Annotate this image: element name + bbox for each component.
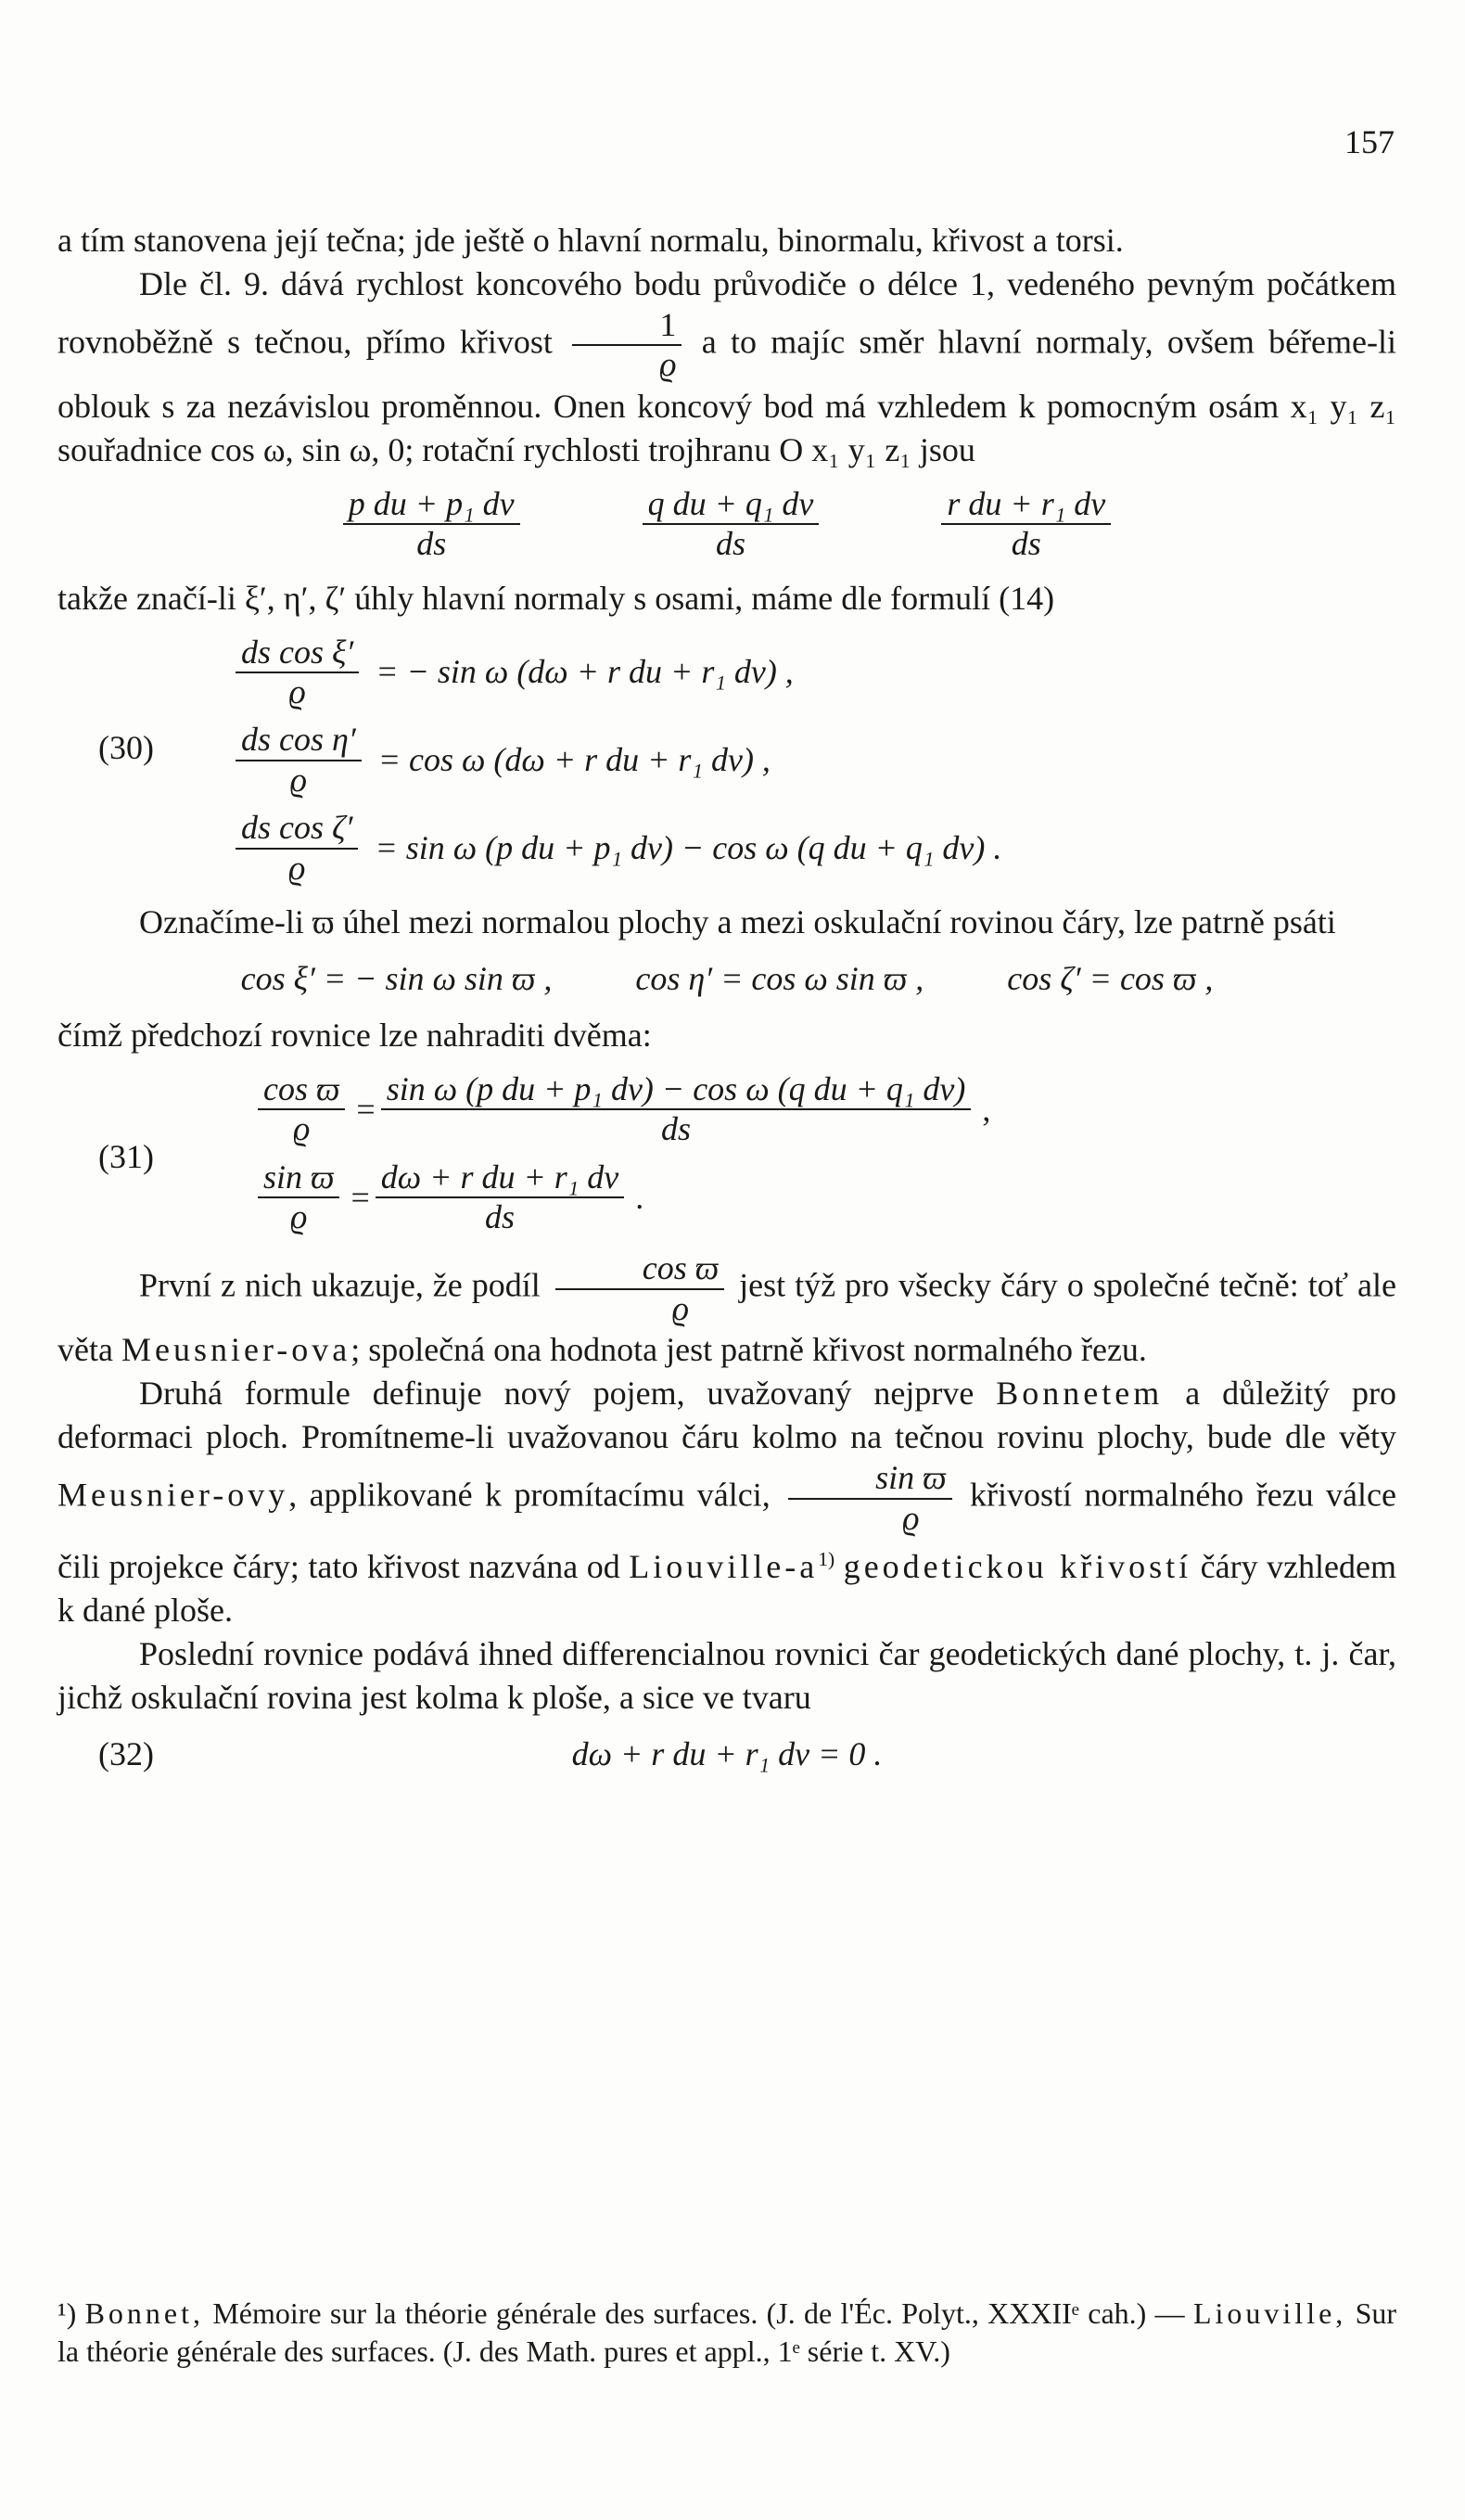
paragraph-7-b: a důležitý pro deformaci ploch. Promítneme-li uvažovanou čáru kolmo na tečnou rovinu plochy, bude dle věty [57,1375,1396,1456]
eq30-2-num: ds cos η′ [236,721,362,761]
rotation-speeds [57,485,1396,564]
equation-30-line-3 [230,809,1396,888]
paragraph-3: takže značí-li ξ′, η′, ζ′ úhly hlavní normaly s osami, máme dle formulí (14) [57,579,1055,617]
eq30-1-num: ds cos ξ′ [236,633,359,673]
eq31-1-lden: ϱ [293,1110,311,1148]
rotation-r-den: ds [1011,525,1041,563]
eq31-1-lnum: cos ϖ [258,1070,345,1110]
rotation-p-den: ds [416,525,447,563]
cos-xi: cos ξ′ = − sin ω sin ϖ , [240,959,553,997]
eq30-2-rhs: = cos ω (dω + r du + r₁ dv) , [377,741,771,779]
p6-frac-num: cos ϖ [555,1249,724,1289]
footnote-text-1: Mémoire sur la théorie générale des surfaces. (J. de l'Éc. Polyt., XXXIIᵉ cah.) — [212,2296,1185,2330]
eq31-1-rnum: sin ω (p du + p₁ dv) − cos ω (q du + q₁ dv) [381,1070,972,1110]
eq31-2-lnum: sin ϖ [258,1158,339,1198]
page-number: 157 [1344,123,1395,160]
p7-frac-den: ϱ [902,1499,920,1537]
eq30-3-rhs: = sin ω (p du + p₁ dv) − cos ω (q du + q₁ dv) . [375,829,1002,867]
eq30-3-num: ds cos ζ′ [236,809,358,849]
rotation-q-den: ds [715,525,745,563]
equation-32-label: (32) [98,1735,154,1773]
equation-30-line-1 [230,633,1396,712]
paragraph-7-e: čáry vzhledem k dané ploše. [57,1548,1397,1630]
footnote-text-2: Sur la théorie générale des surfaces. (J. des Math. pures et appl., 1ᵉ série t. XV.) [57,2296,1397,2368]
eq30-1-den: ϱ [288,672,306,710]
term-geodetic-curvature: geodetickou křivostí [843,1548,1192,1586]
name-liouville: Liouville-a [629,1548,819,1586]
paragraph-7-c: , applikované k promítacímu válci, [288,1476,771,1514]
paragraph-4: Označíme-li ϖ úhel mezi normalou plochy a mezi oskulační rovinou čáry, lze patrně psáti [139,902,1336,940]
paragraph-7-a: Druhá formule definuje nový pojem, uvažovaný nejprve [139,1375,975,1413]
fraction-1-over-rho [572,306,682,385]
equation-31-label: (31) [98,1137,154,1175]
paragraph-7-d: křivostí normalného řezu válce čili projekce čáry; tato křivost nazvána od [57,1476,1396,1586]
eq31-2-lden: ϱ [290,1198,308,1236]
cos-zeta: cos ζ′ = cos ϖ , [1007,959,1214,997]
eq31-2-rnum: dω + r du + r₁ dv [376,1158,625,1198]
paragraph-6-c: ; společná ona hodnota jest patrně křivost normalného řezu. [350,1331,1147,1369]
equation-30 [57,633,1396,888]
paragraph-8: Poslední rovnice podává ihned differencialnou rovnici čar geodetických dané plochy, t. j. čar, jichž oskulační rovina jest kolma k ploše, a sice ve tvaru [57,1635,1396,1717]
footnote-liouville: Liouville, [1192,2296,1347,2330]
equation-30-label: (30) [98,728,154,766]
paragraph-2 [57,262,1396,472]
rotation-r [941,485,1111,564]
eq31-2-end: . [635,1178,644,1216]
equation-32 [57,1733,1396,1776]
rotation-r-num: r du + r₁ dv [941,485,1111,525]
name-bonnet: Bonnetem [996,1375,1164,1413]
footnote-ref: 1) [818,1548,835,1571]
equation-31 [57,1070,1396,1237]
cos-eta: cos η′ = cos ω sin ϖ , [635,959,924,997]
paragraph-6-a: První z nich ukazuje, že podíl [139,1267,541,1305]
p6-frac-den: ϱ [671,1289,690,1327]
cos-relations [57,957,1396,1001]
rotation-q [643,485,820,564]
rotation-p-num: p du + p₁ dv [343,485,520,525]
equation-30-line-2 [230,721,1396,799]
paragraph-5: čímž předchozí rovnice lze nahraditi dvěma: [57,1016,652,1054]
p7-frac-num: sin ϖ [788,1459,951,1499]
eq31-1-end: , [982,1090,991,1128]
paragraph-1: a tím stanovena její tečna; jde ještě o hlavní normalu, binormalu, křivost a torsi. [57,222,1124,259]
eq31-2-rden: ds [485,1198,516,1236]
paragraph-7 [57,1372,1396,1632]
footnote [57,2295,1396,2371]
paragraph-2-b: a to majíc směr hlavní normaly, ovšem béřeme-li oblouk s za nezávislou proměnnou. Onen koncový bod má vzhledem k pomocným osám x₁ y₁ z₁ souřadnice cos ω, sin ω, 0; rotační rychlosti trojhranu O x₁ y₁ z₁ jsou [57,323,1397,468]
footnote-mark: ¹) [57,2296,77,2330]
paragraph-2-a: Dle čl. 9. dává rychlost koncového bodu průvodiče o délce 1, vedeného pevným počátkem rovnoběžně s tečnou, přímo křivost [57,265,1396,361]
eq30-2-den: ϱ [289,761,307,799]
fraction-denominator: ϱ [659,346,677,384]
name-meusnier-2: Meusnier-ovy [57,1476,289,1514]
footnote-bonnet: Bonnet, [84,2296,204,2330]
name-meusnier: Meusnier-ova [121,1331,351,1369]
paragraph-6-b: jest týž pro všecky čáry o společné tečně: toť ale věta [57,1267,1397,1369]
eq30-3-den: ϱ [288,849,306,887]
equation-31-line-1: $\frac{\text{cos ϖ}}{ϱ}$ = $\frac{\text{sin ω (p du + p₁ dv) − cos ω (q du + q₁ dv)}}{ds}$ , [252,1070,1396,1149]
paragraph-6 [57,1249,1396,1372]
body-text [57,219,1396,1789]
rotation-p [343,485,520,564]
equation-31-line-2: $\frac{\text{sin ϖ}}{ϱ}$ = $\frac{\text{dω + r du + r₁ dv}}{ds}$ . [252,1158,1396,1237]
eq30-1-rhs: = − sin ω (dω + r du + r₁ dv) , [376,653,794,691]
equation-32-expr: dω + r du + r₁ dv = 0 . [571,1735,883,1773]
eq31-1-rden: ds [661,1110,692,1148]
fraction-numerator: 1 [572,306,682,346]
rotation-q-num: q du + q₁ dv [643,485,820,525]
